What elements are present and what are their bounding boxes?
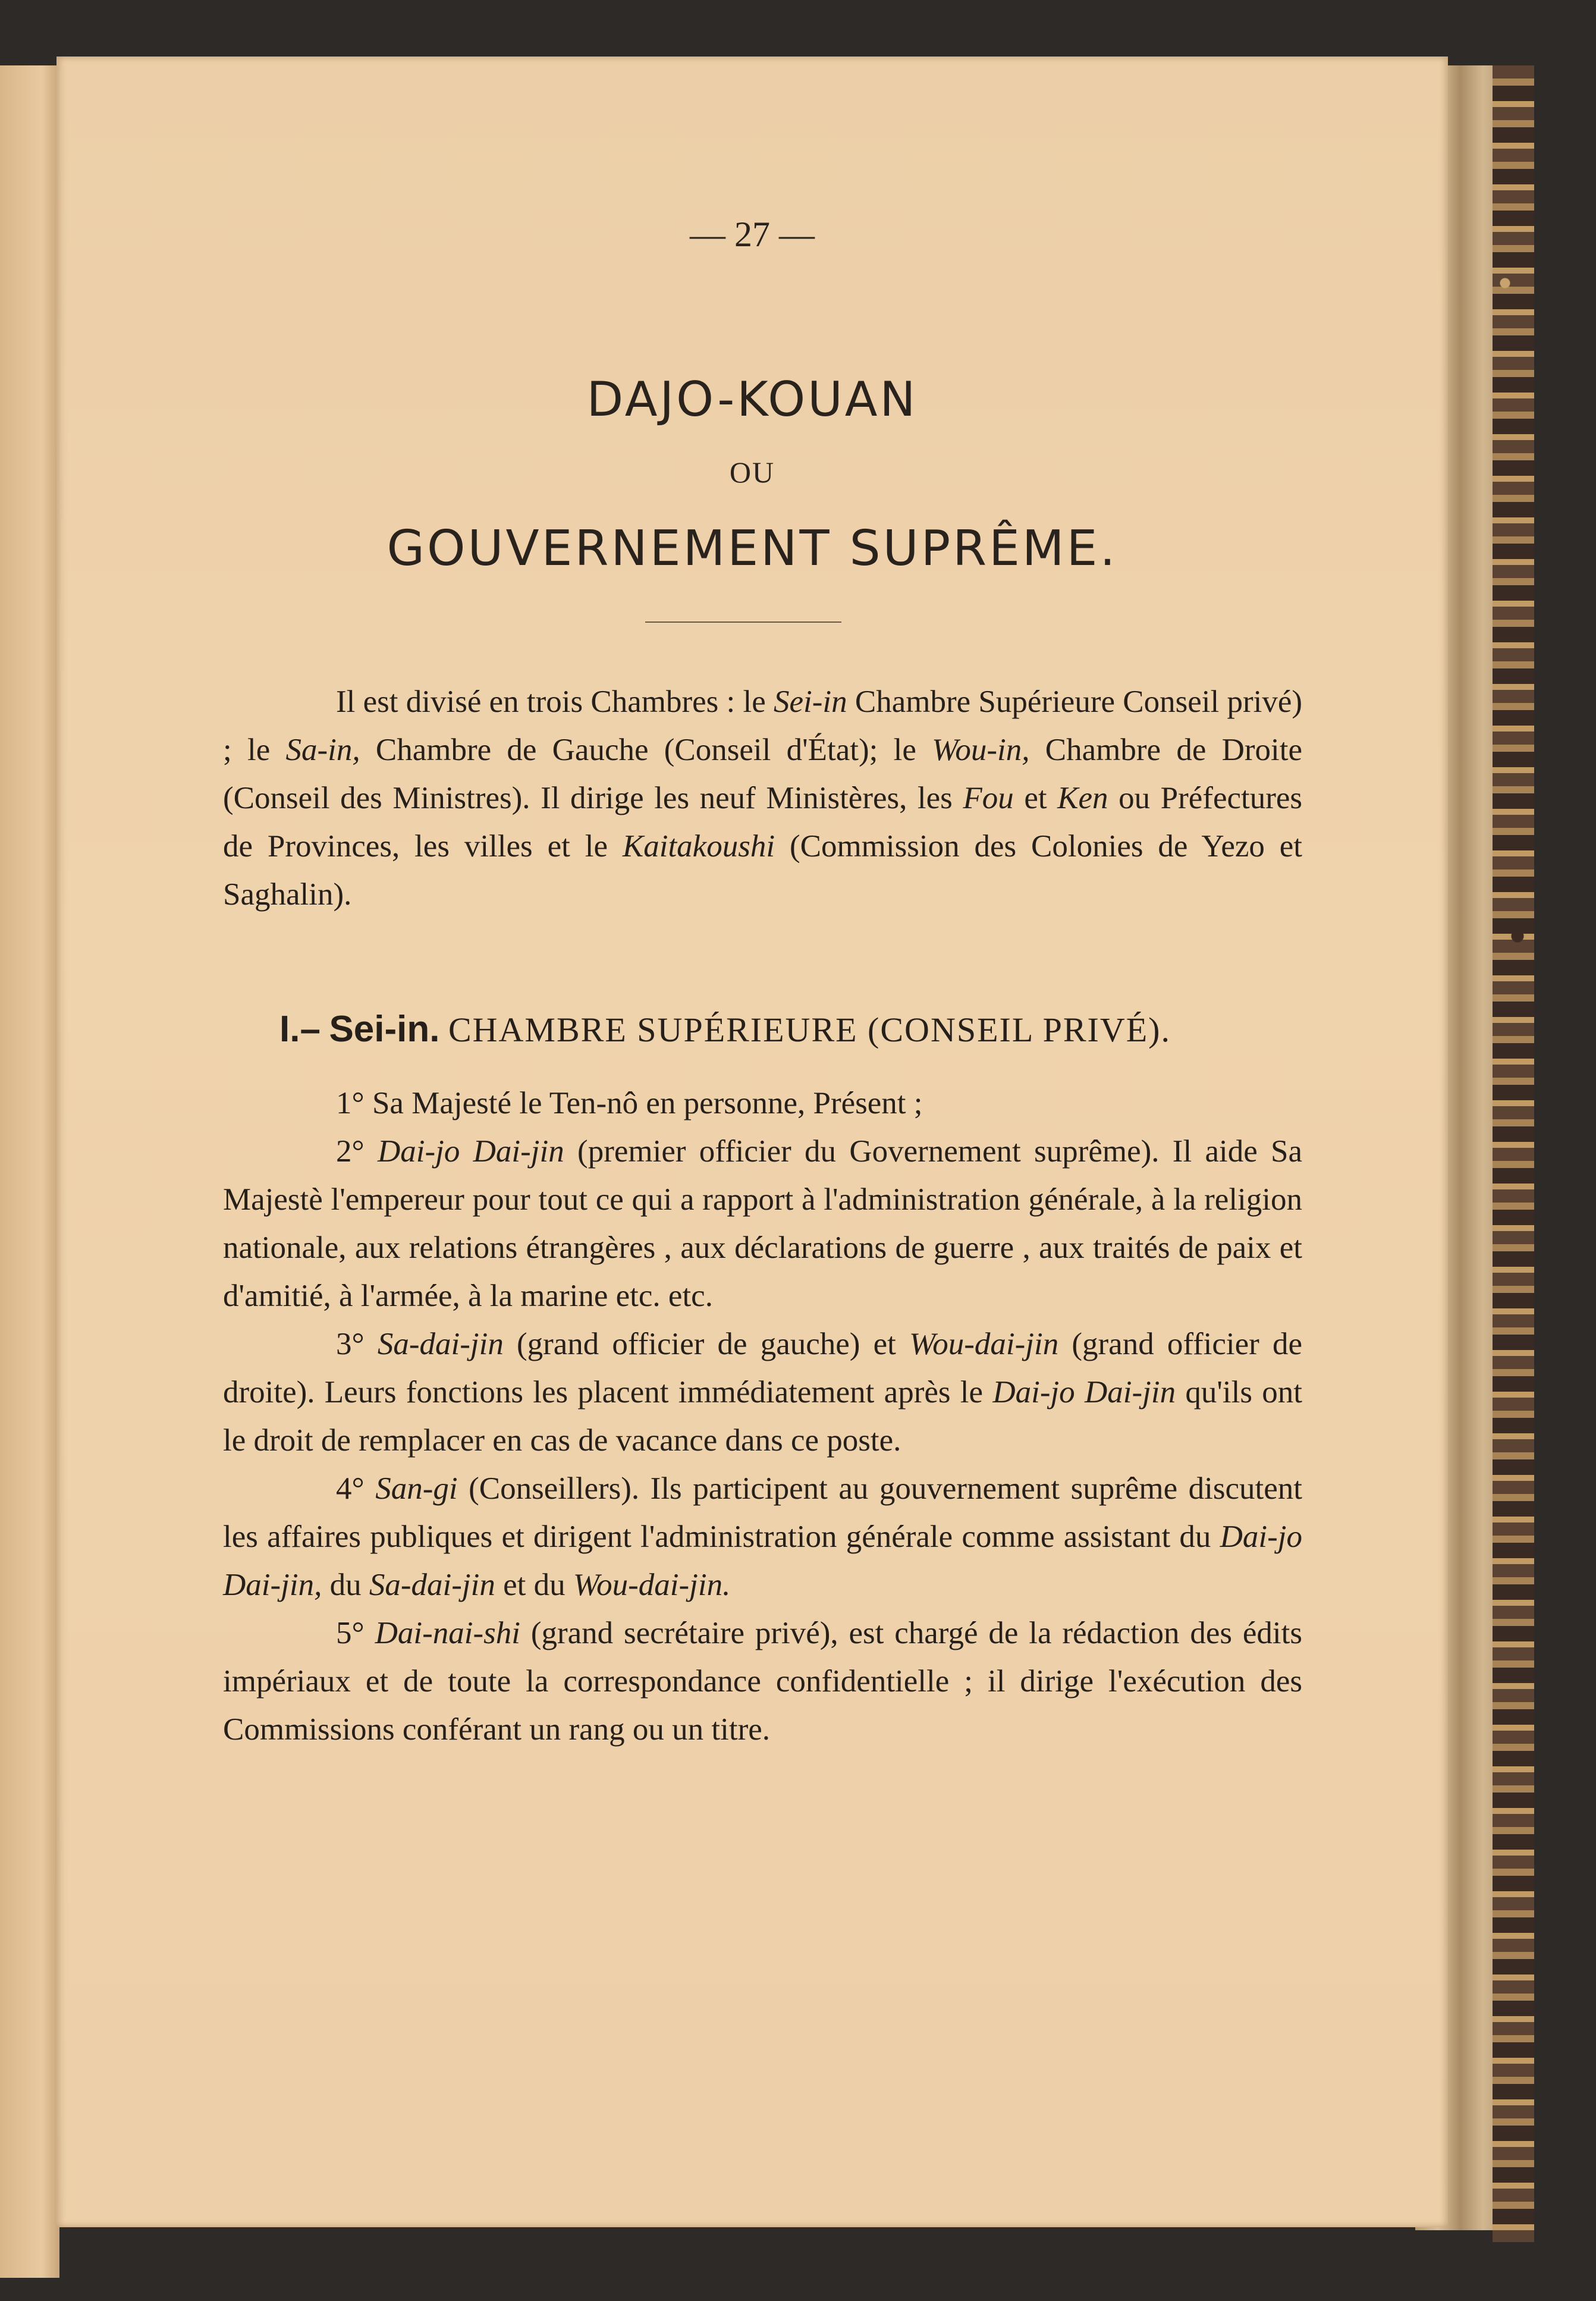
text-run: ou Préfectures de Provinces, les villes et le — [223, 781, 1303, 864]
book-page — [56, 56, 1448, 2227]
list-item — [223, 1465, 1302, 1609]
page-number: — 27 — — [690, 215, 815, 254]
previous-page-edge — [0, 65, 59, 2278]
page-subtitle: GOUVERNEMENT SUPRÊME. — [387, 520, 1118, 577]
item-number: 2° — [336, 1134, 365, 1169]
text-run: et — [1013, 781, 1058, 815]
item-term: Wou-dai-jin — [909, 1327, 1059, 1361]
item-text: qu'ils ont le droit de remplacer en cas de vacance dans ce poste. — [223, 1375, 1302, 1458]
item-term: Dai-jo Dai-jin — [378, 1134, 564, 1169]
item-text: (grand officier de droite). Leurs fonctions les placent immédiatement après le — [223, 1327, 1302, 1410]
term-kaitakoushi: Kaitakoushi — [622, 829, 775, 864]
intro-paragraph — [223, 678, 1302, 919]
item-number: 5° — [336, 1616, 365, 1650]
title-conjunction: OU — [729, 456, 775, 489]
list-item — [223, 1128, 1302, 1320]
item-number: 4° — [336, 1471, 365, 1506]
term-sei-in: Sei-in — [774, 685, 847, 719]
item-text: (Conseillers). Ils participent au gouvernement suprême discutent les affaires publiques et dirigent l'administration générale comme assistant du — [223, 1471, 1302, 1554]
section-name: Sei-in. — [329, 1009, 440, 1050]
section-body — [223, 1079, 1302, 1754]
list-item — [223, 1079, 1302, 1128]
page-title: DAJO-KOUAN — [586, 372, 918, 427]
section-number: I.– — [279, 1009, 321, 1050]
marbled-book-cover — [1493, 65, 1534, 2242]
item-number: 3° — [336, 1327, 365, 1361]
item-text: (premier officier du Governement suprême). Il aide Sa Majestè l'empereur pour tout ce qui a rapport à l'administration générale, à la religion nationale, aux relations étrangères , aux déclarations de guerre , aux traités de paix et d'amitié, à l'armée, à la marine etc. etc. — [223, 1134, 1303, 1313]
item-term: San-gi — [375, 1471, 458, 1506]
item-text: Sa Majesté le Ten-nô en personne, Présent ; — [364, 1086, 923, 1120]
list-item — [223, 1609, 1302, 1754]
term-wou-in: Wou-in, — [932, 733, 1030, 767]
section-caption: CHAMBRE SUPÉRIEURE (CONSEIL PRIVÉ). — [448, 1010, 1171, 1049]
item-term: Dai-jo Dai-jin — [992, 1375, 1176, 1410]
text-run: Chambre de Gauche (Conseil d'État); le — [360, 733, 932, 767]
item-term: Wou-dai-jin. — [573, 1568, 731, 1602]
item-number: 1° — [336, 1086, 365, 1120]
divider-rule — [645, 621, 841, 623]
text-run: Chambre Supérieure Conseil privé) ; le — [223, 685, 1302, 767]
item-term: Dai-nai-shi — [375, 1616, 520, 1650]
term-fou: Fou — [963, 781, 1014, 815]
section-heading — [279, 1008, 1171, 1050]
item-text: du — [322, 1568, 369, 1602]
item-text: et du — [495, 1568, 573, 1602]
item-term: Sa-dai-jin — [369, 1568, 495, 1602]
item-term: Sa-dai-jin — [377, 1327, 504, 1361]
text-run: Chambre de Droite (Conseil des Ministres). Il dirige les neuf Ministères, les — [223, 733, 1302, 815]
item-text: (grand officier de gauche) et — [503, 1327, 909, 1361]
item-term: Dai-jo Dai-jin, — [223, 1520, 1302, 1602]
term-ken: Ken — [1057, 781, 1108, 815]
term-sa-in: Sa-in, — [285, 733, 360, 767]
text-run: (Commission des Colonies de Yezo et Saghalin). — [223, 829, 1303, 912]
list-item — [223, 1320, 1302, 1465]
text-run: Il est divisé en trois Chambres : le — [336, 685, 774, 719]
item-text: (grand secrétaire privé), est chargé de la rédaction des édits impériaux et de toute la correspondance confidentielle ; il dirige l'exécution des Commissions conférant un rang ou un titre. — [223, 1616, 1303, 1747]
